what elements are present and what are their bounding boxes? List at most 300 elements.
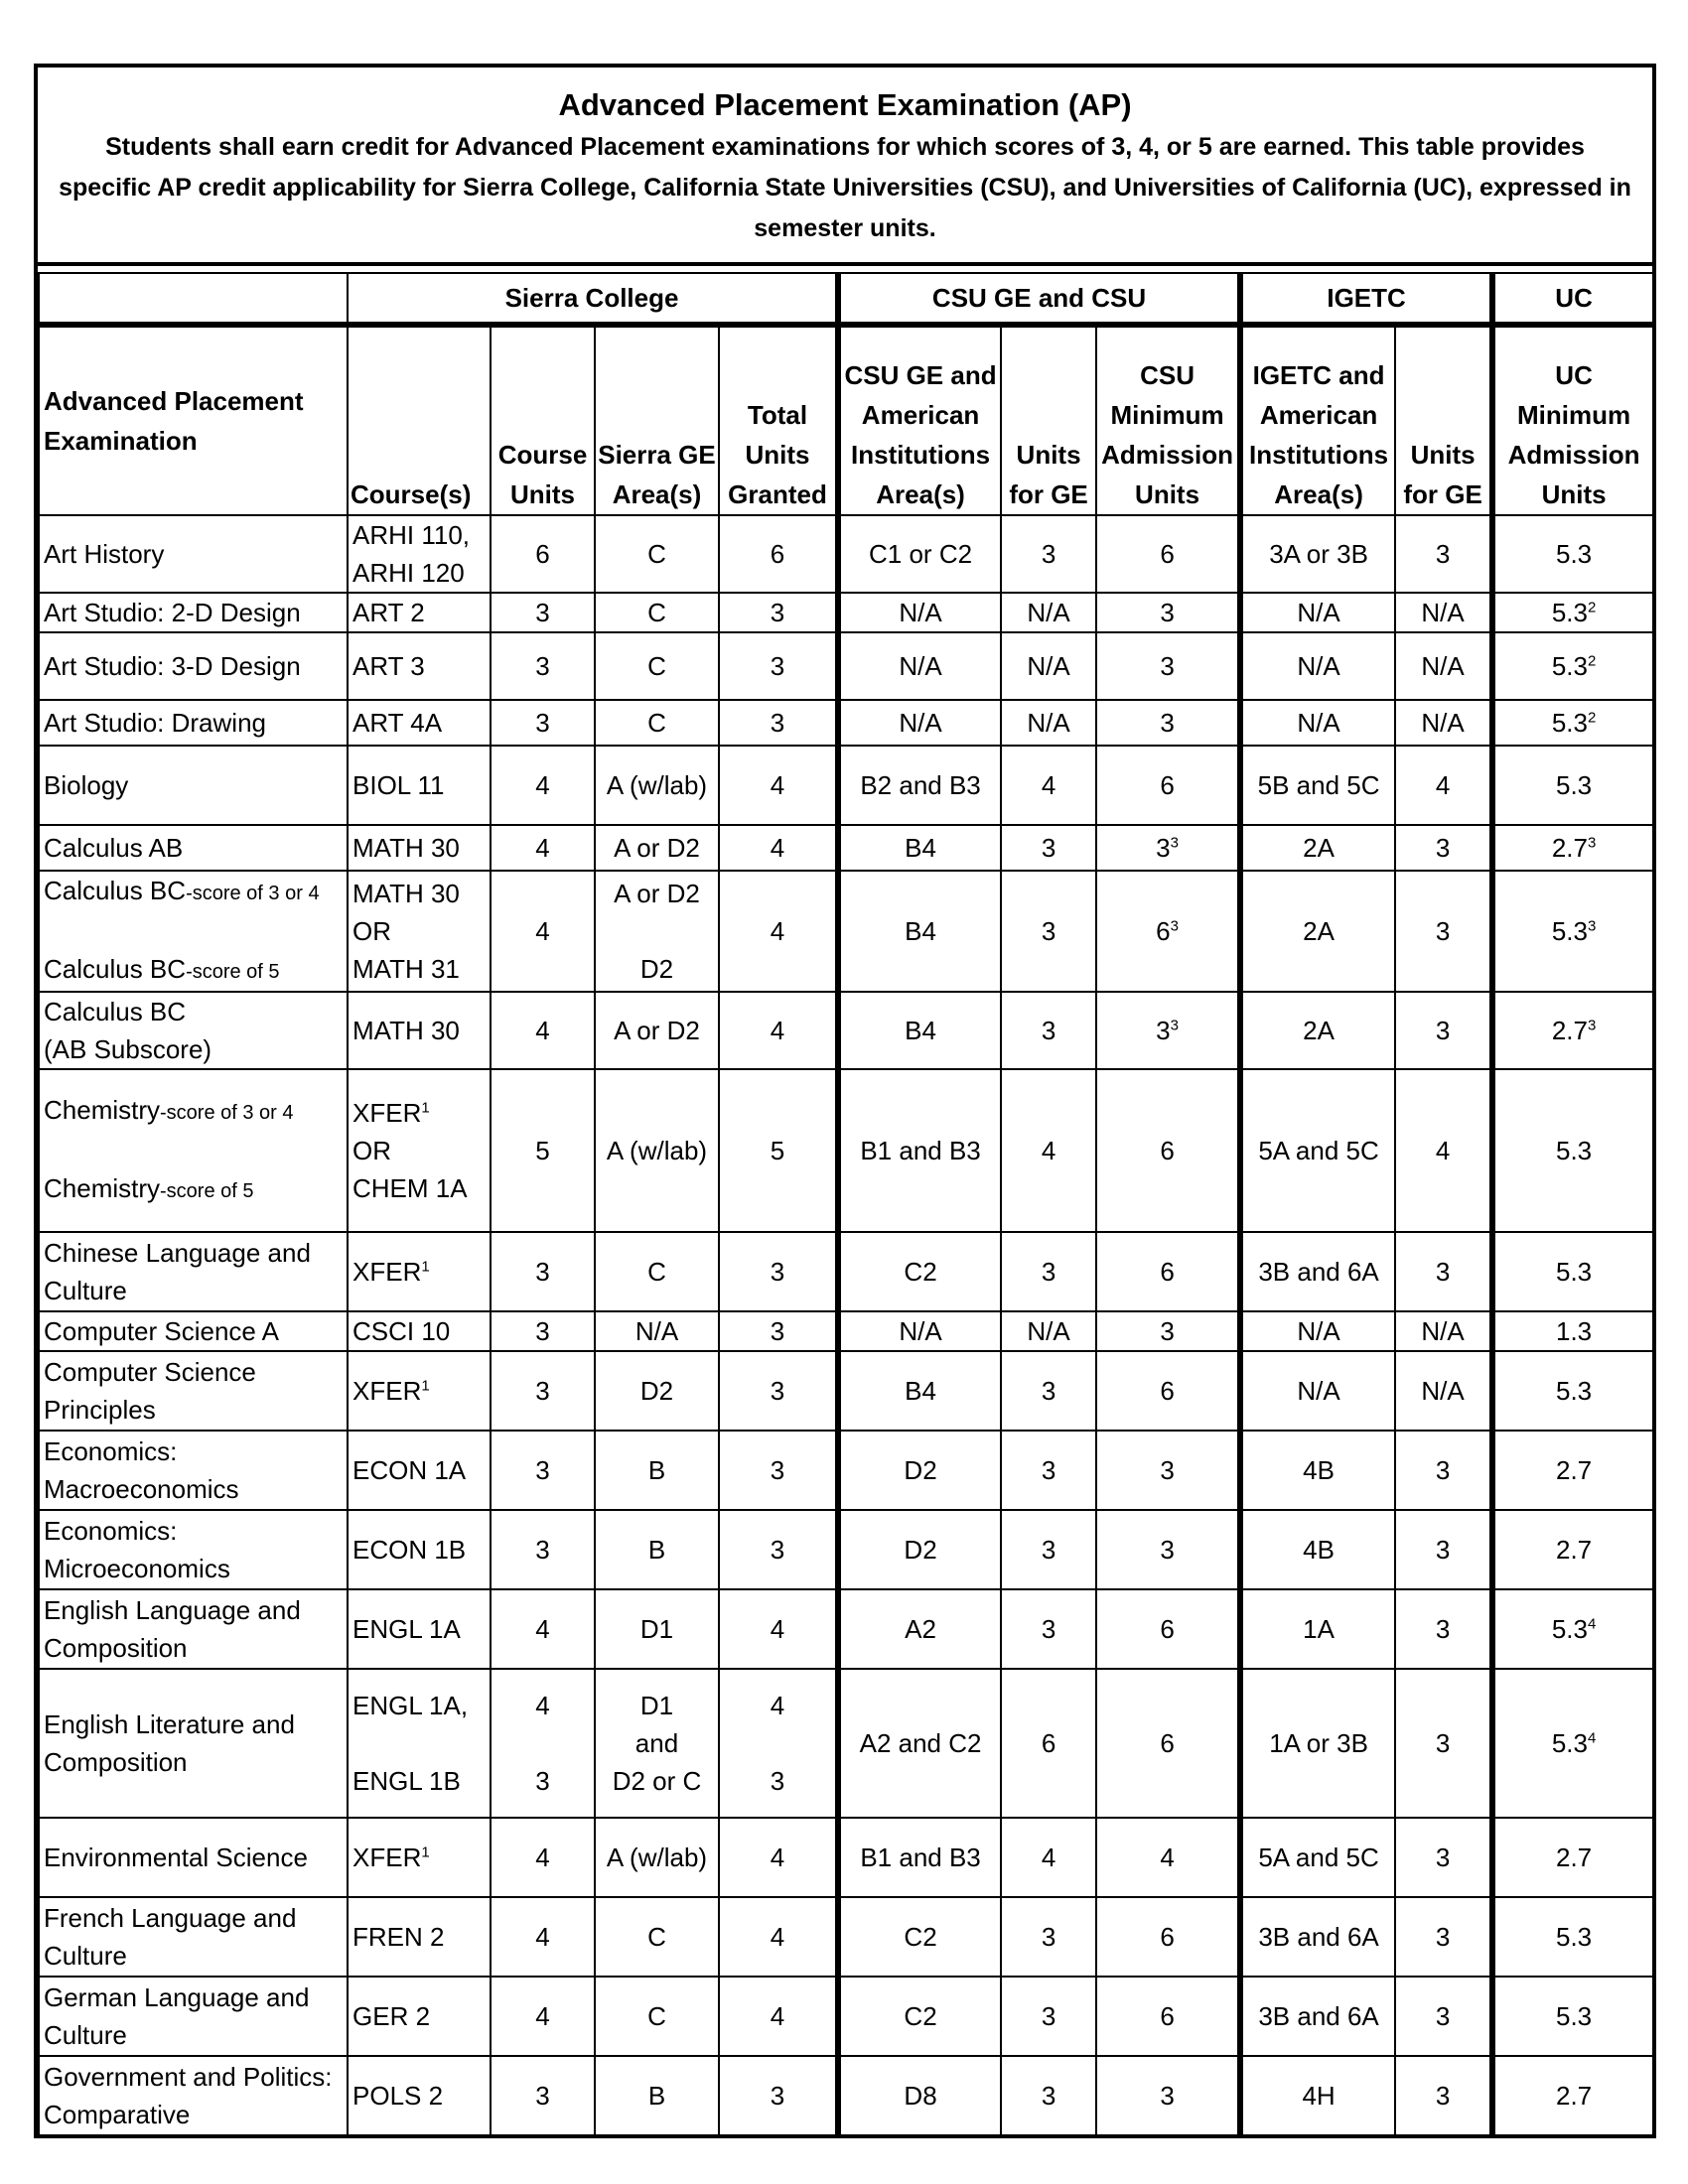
table-row xyxy=(39,746,1653,825)
ge-area: A (w/lab) xyxy=(606,1136,708,1165)
igetc-units-cell xyxy=(1395,1232,1492,1311)
ge-area: A or D2 xyxy=(614,879,700,908)
uc-min-cell xyxy=(1492,1818,1653,1897)
course-units-cell xyxy=(491,1977,595,2056)
units-value: 6 xyxy=(1160,2001,1175,2031)
course-code: ENGL 1A, xyxy=(352,1691,469,1720)
course-line xyxy=(352,1169,488,1207)
exam-cell xyxy=(39,632,348,700)
col-sierra-ge: Sierra GE Area(s) xyxy=(595,325,719,515)
uc-min-cell xyxy=(1492,1977,1653,2056)
uc-min-cell xyxy=(1492,992,1653,1069)
units-value: 4 xyxy=(535,1843,550,1872)
course-cell xyxy=(348,1351,491,1431)
ap-credit-document xyxy=(34,64,1656,2138)
units-value: 4 xyxy=(535,1016,550,1045)
table-row xyxy=(39,1977,1653,2056)
units-value: 4 xyxy=(770,1691,785,1720)
igetc-units-cell xyxy=(1395,593,1492,632)
units-value: 5.3 xyxy=(1551,598,1588,627)
table-row xyxy=(39,515,1653,593)
igetc-units-cell xyxy=(1395,1818,1492,1897)
units-value: 3 xyxy=(1041,539,1056,569)
ge-area: A or D2 xyxy=(614,833,700,863)
units-value: 6 xyxy=(1160,539,1175,569)
units-value: N/A xyxy=(1421,651,1465,681)
exam-name: English Literature and Composition xyxy=(44,1709,295,1777)
igetc-area: 4B xyxy=(1303,1455,1335,1485)
course-gap xyxy=(352,1724,488,1762)
units-value: 4 xyxy=(1041,770,1056,800)
uc-min-cell xyxy=(1492,746,1653,825)
footnote-marker: 3 xyxy=(1170,917,1179,935)
units-gap xyxy=(722,1724,833,1762)
footnote-marker: 1 xyxy=(421,1099,430,1117)
total-units-cell xyxy=(719,515,838,593)
ge-area: A or D2 xyxy=(614,1016,700,1045)
csu-area: A2 xyxy=(905,1614,936,1644)
units-value: 4 xyxy=(770,2001,785,2031)
units-value: 5.3 xyxy=(1556,1922,1593,1952)
igetc-area: 3A or 3B xyxy=(1269,539,1368,569)
igetc-area-cell xyxy=(1240,1431,1395,1510)
exam-cell xyxy=(39,1311,348,1351)
uc-min-cell xyxy=(1492,1897,1653,1977)
course-code: XFER xyxy=(352,1098,422,1128)
csu-area-cell xyxy=(838,1232,1001,1311)
csu-min-cell xyxy=(1096,871,1240,992)
exam-name: French Language and Culture xyxy=(44,1903,297,1971)
uc-min-cell xyxy=(1492,1589,1653,1669)
course-code: ECON 1A xyxy=(352,1455,467,1485)
igetc-units-cell xyxy=(1395,992,1492,1069)
units-value: 3 xyxy=(1160,598,1175,627)
units-value: 3 xyxy=(535,651,550,681)
course-units-cell xyxy=(491,2056,595,2135)
course-code: XFER xyxy=(352,1843,422,1872)
sierra-ge-cell xyxy=(595,1431,719,1510)
course-code: ARHI 110, ARHI 120 xyxy=(352,520,471,588)
igetc-area-cell xyxy=(1240,1510,1395,1589)
course-code: BIOL 11 xyxy=(352,770,445,800)
exam-cell xyxy=(39,825,348,871)
igetc-area: 3B and 6A xyxy=(1258,1922,1379,1952)
units-value: 3 xyxy=(535,708,550,738)
csu-area-cell xyxy=(838,1311,1001,1351)
exam-name: Chemistry xyxy=(44,1095,161,1125)
table-row xyxy=(39,992,1653,1069)
igetc-area: 1A xyxy=(1303,1614,1335,1644)
units-value: 3 xyxy=(1041,2001,1056,2031)
units-value: 6 xyxy=(1041,1728,1056,1758)
ge-area: D1 xyxy=(639,1691,674,1720)
csu-area: B4 xyxy=(905,833,936,863)
footnote-marker: 2 xyxy=(1587,599,1597,616)
units-value: 6 xyxy=(1160,1922,1175,1952)
exam-gap xyxy=(44,912,345,950)
exam-cell xyxy=(39,1897,348,1977)
units-value: 4 xyxy=(535,916,550,946)
igetc-units-cell xyxy=(1395,746,1492,825)
course-cell xyxy=(348,1669,491,1818)
uc-min-cell xyxy=(1492,825,1653,871)
csu-area-cell xyxy=(838,746,1001,825)
units-value: 3 xyxy=(1160,1316,1175,1346)
units-value: 5.3 xyxy=(1556,539,1593,569)
csu-min-cell xyxy=(1096,2056,1240,2135)
units-value: 3 xyxy=(535,598,550,627)
exam-score-note: -score of 3 or 4 xyxy=(160,1102,294,1124)
csu-units-cell xyxy=(1001,992,1096,1069)
units-value: 3 xyxy=(1041,1455,1056,1485)
footnote-marker: 4 xyxy=(1587,1615,1597,1633)
csu-units-cell xyxy=(1001,871,1096,992)
exam-cell xyxy=(39,1431,348,1510)
ge-area: B xyxy=(647,2081,666,2111)
table-row xyxy=(39,1431,1653,1510)
sierra-ge-cell xyxy=(595,593,719,632)
igetc-area-cell xyxy=(1240,1232,1395,1311)
units-value: 5.3 xyxy=(1556,1376,1593,1406)
course-units-cell xyxy=(491,1232,595,1311)
units-line xyxy=(722,1687,833,1724)
sierra-ge-cell xyxy=(595,1818,719,1897)
igetc-units-cell xyxy=(1395,1510,1492,1589)
group-uc: UC xyxy=(1492,273,1653,325)
csu-area: C2 xyxy=(904,2001,937,2031)
csu-area: N/A xyxy=(899,651,942,681)
units-value: 4 xyxy=(770,770,785,800)
exam-name: (AB Subscore) xyxy=(44,1034,212,1064)
exam-score-note: -score of 5 xyxy=(160,1180,254,1202)
igetc-area: 4B xyxy=(1303,1535,1335,1565)
course-cell xyxy=(348,2056,491,2135)
units-line xyxy=(493,1762,592,1800)
exam-name: Computer Science A xyxy=(44,1316,280,1346)
igetc-area: 1A or 3B xyxy=(1269,1728,1368,1758)
csu-area-cell xyxy=(838,1351,1001,1431)
total-units-cell xyxy=(719,871,838,992)
exam-cell xyxy=(39,992,348,1069)
ge-area: N/A xyxy=(634,1316,679,1346)
csu-area: C2 xyxy=(904,1922,937,1952)
table-row xyxy=(39,1897,1653,1977)
units-value: 3 xyxy=(535,1316,550,1346)
units-value: 3 xyxy=(770,1376,785,1406)
course-code: POLS 2 xyxy=(352,2081,444,2111)
uc-min-cell xyxy=(1492,700,1653,746)
csu-units-cell xyxy=(1001,1510,1096,1589)
ge-area: C xyxy=(647,539,666,569)
ge-area: C xyxy=(647,651,666,681)
igetc-area-cell xyxy=(1240,992,1395,1069)
course-cell xyxy=(348,1311,491,1351)
exam-name: Calculus BC xyxy=(44,997,187,1026)
units-value: 5.3 xyxy=(1556,2001,1593,2031)
units-gap xyxy=(493,1724,592,1762)
csu-units-cell xyxy=(1001,1589,1096,1669)
csu-units-cell xyxy=(1001,746,1096,825)
units-value: 3 xyxy=(535,1376,550,1406)
table-body xyxy=(39,515,1653,2135)
group-sierra: Sierra College xyxy=(348,273,838,325)
total-units-cell xyxy=(719,1669,838,1818)
ap-credit-table xyxy=(38,272,1654,2136)
csu-area: D8 xyxy=(904,2081,937,2111)
ge-line xyxy=(598,1762,716,1800)
units-value: 4 xyxy=(535,833,550,863)
csu-area: N/A xyxy=(899,598,942,627)
course-cell xyxy=(348,1232,491,1311)
igetc-area-cell xyxy=(1240,1669,1395,1818)
exam-name: Art History xyxy=(44,539,165,569)
igetc-area: N/A xyxy=(1297,708,1340,738)
sierra-ge-cell xyxy=(595,1232,719,1311)
course-line xyxy=(352,1762,488,1800)
table-row xyxy=(39,1351,1653,1431)
group-csu: CSU GE and CSU xyxy=(838,273,1240,325)
units-value: 4 xyxy=(535,1614,550,1644)
units-value: 4 xyxy=(770,1922,785,1952)
col-csu-min: CSU Minimum Admission Units xyxy=(1096,325,1240,515)
units-value: N/A xyxy=(1421,1316,1465,1346)
units-value: 3 xyxy=(770,1535,785,1565)
units-value: N/A xyxy=(1027,1316,1070,1346)
igetc-area-cell xyxy=(1240,1069,1395,1232)
units-value: N/A xyxy=(1421,598,1465,627)
units-value: 6 xyxy=(1156,916,1171,946)
csu-min-cell xyxy=(1096,1069,1240,1232)
exam-cell xyxy=(39,1669,348,1818)
table-row xyxy=(39,1069,1653,1232)
footnote-marker: 3 xyxy=(1170,1017,1179,1034)
ge-connector: and xyxy=(634,1728,679,1758)
units-value: 6 xyxy=(1160,1257,1175,1287)
table-row xyxy=(39,1510,1653,1589)
csu-area-cell xyxy=(838,593,1001,632)
ge-line xyxy=(598,950,716,988)
igetc-units-cell xyxy=(1395,1669,1492,1818)
course-units-cell xyxy=(491,515,595,593)
total-units-cell xyxy=(719,593,838,632)
units-value: 3 xyxy=(535,1766,550,1796)
csu-units-cell xyxy=(1001,1669,1096,1818)
units-value: 3 xyxy=(1435,2081,1451,2111)
units-value: 4 xyxy=(770,1016,785,1045)
units-value: 5.3 xyxy=(1556,770,1593,800)
footnote-marker: 1 xyxy=(421,1377,430,1395)
table-row xyxy=(39,1232,1653,1311)
igetc-area-cell xyxy=(1240,700,1395,746)
ge-area: C xyxy=(647,708,666,738)
ge-line xyxy=(598,1687,716,1724)
course-cell xyxy=(348,871,491,992)
units-value: 6 xyxy=(1160,1728,1175,1758)
units-value: 5.3 xyxy=(1551,708,1588,738)
ge-line xyxy=(598,1724,716,1762)
csu-units-cell xyxy=(1001,1351,1096,1431)
units-value: 3 xyxy=(1041,1016,1056,1045)
units-value: 3 xyxy=(1041,1535,1056,1565)
table-row xyxy=(39,632,1653,700)
exam-cell xyxy=(39,2056,348,2135)
csu-area: D2 xyxy=(904,1455,937,1485)
total-units-cell xyxy=(719,1351,838,1431)
course-units-cell xyxy=(491,825,595,871)
csu-min-cell xyxy=(1096,1669,1240,1818)
course-cell xyxy=(348,1589,491,1669)
course-cell xyxy=(348,1818,491,1897)
csu-units-cell xyxy=(1001,700,1096,746)
igetc-units-cell xyxy=(1395,1897,1492,1977)
footnote-marker: 3 xyxy=(1170,834,1179,852)
course-code: ENGL 1B xyxy=(352,1766,461,1796)
exam-name: Calculus AB xyxy=(44,833,184,863)
sierra-ge-cell xyxy=(595,1589,719,1669)
units-value: 3 xyxy=(1435,539,1451,569)
units-value: 5.3 xyxy=(1551,1728,1588,1758)
total-units-cell xyxy=(719,1589,838,1669)
csu-units-cell xyxy=(1001,632,1096,700)
igetc-area: 5A and 5C xyxy=(1258,1136,1379,1165)
units-value: 3 xyxy=(535,1257,550,1287)
course-cell xyxy=(348,632,491,700)
col-igetc-units: Units for GE xyxy=(1395,325,1492,515)
csu-units-cell xyxy=(1001,515,1096,593)
uc-min-cell xyxy=(1492,1311,1653,1351)
units-value: 3 xyxy=(1156,833,1171,863)
col-exam: Advanced Placement Examination xyxy=(39,325,348,515)
units-value: 3 xyxy=(770,1316,785,1346)
col-uc-min: UC Minimum Admission Units xyxy=(1492,325,1653,515)
igetc-units-cell xyxy=(1395,700,1492,746)
units-value: 4 xyxy=(1041,1843,1056,1872)
units-value: 3 xyxy=(1160,708,1175,738)
igetc-area-cell xyxy=(1240,632,1395,700)
course-code: MATH 30 xyxy=(352,833,460,863)
units-value: 3 xyxy=(1160,2081,1175,2111)
units-value: 3 xyxy=(535,1535,550,1565)
uc-min-cell xyxy=(1492,593,1653,632)
ge-gap xyxy=(598,912,716,950)
units-value: 3 xyxy=(1435,1016,1451,1045)
igetc-area: N/A xyxy=(1297,1376,1340,1406)
sierra-ge-cell xyxy=(595,1669,719,1818)
units-value: 3 xyxy=(1160,651,1175,681)
column-header-row xyxy=(39,325,1653,515)
csu-area: A2 and C2 xyxy=(859,1728,982,1758)
units-value: 3 xyxy=(770,2081,785,2111)
igetc-area-cell xyxy=(1240,1977,1395,2056)
csu-area: N/A xyxy=(899,708,942,738)
course-cell xyxy=(348,1977,491,2056)
igetc-units-cell xyxy=(1395,2056,1492,2135)
course-code: MATH 30 xyxy=(352,879,460,908)
course-code: ECON 1B xyxy=(352,1535,467,1565)
exam-cell xyxy=(39,1069,348,1232)
course-units-cell xyxy=(491,1069,595,1232)
csu-min-cell xyxy=(1096,825,1240,871)
ge-area: D2 or C xyxy=(612,1766,702,1796)
csu-min-cell xyxy=(1096,1510,1240,1589)
units-value: 4 xyxy=(770,833,785,863)
uc-min-cell xyxy=(1492,515,1653,593)
units-value: 5.3 xyxy=(1551,651,1588,681)
units-value: 1.3 xyxy=(1556,1316,1593,1346)
sierra-ge-cell xyxy=(595,1510,719,1589)
units-value: 3 xyxy=(1435,1257,1451,1287)
course-code: MATH 30 xyxy=(352,1016,460,1045)
ge-area: C xyxy=(647,1922,666,1952)
exam-name: English Language and Composition xyxy=(44,1595,301,1663)
col-csu-units: Units for GE xyxy=(1001,325,1096,515)
units-value: 3 xyxy=(770,1257,785,1287)
group-blank xyxy=(39,273,348,325)
igetc-area-cell xyxy=(1240,1589,1395,1669)
table-row xyxy=(39,1589,1653,1669)
total-units-cell xyxy=(719,825,838,871)
csu-area: B2 and B3 xyxy=(860,770,981,800)
igetc-area: N/A xyxy=(1297,651,1340,681)
course-code: CSCI 10 xyxy=(352,1316,451,1346)
course-code: CHEM 1A xyxy=(352,1173,468,1203)
csu-area-cell xyxy=(838,1431,1001,1510)
units-value: 3 xyxy=(770,708,785,738)
course-code: GER 2 xyxy=(352,2001,431,2031)
units-value: 5 xyxy=(770,1136,785,1165)
csu-area-cell xyxy=(838,1897,1001,1977)
course-cell xyxy=(348,746,491,825)
total-units-cell xyxy=(719,2056,838,2135)
uc-min-cell xyxy=(1492,2056,1653,2135)
exam-cell xyxy=(39,593,348,632)
units-value: 2.7 xyxy=(1556,2081,1593,2111)
units-value: N/A xyxy=(1027,708,1070,738)
igetc-area: 5A and 5C xyxy=(1258,1843,1379,1872)
units-value: 3 xyxy=(1435,2001,1451,2031)
footnote-marker: 2 xyxy=(1587,652,1597,670)
exam-name: Art Studio: 3-D Design xyxy=(44,651,301,681)
sierra-ge-cell xyxy=(595,1351,719,1431)
units-value: 6 xyxy=(770,539,785,569)
exam-name: Economics: Microeconomics xyxy=(44,1516,230,1583)
table-row xyxy=(39,1818,1653,1897)
csu-area: B4 xyxy=(905,916,936,946)
ge-area: C xyxy=(647,1257,666,1287)
exam-cell xyxy=(39,871,348,992)
units-value: 4 xyxy=(770,1614,785,1644)
csu-area-cell xyxy=(838,632,1001,700)
igetc-area: 2A xyxy=(1303,1016,1335,1045)
course-units-cell xyxy=(491,871,595,992)
units-value: 5.3 xyxy=(1551,1614,1588,1644)
units-value: 2.7 xyxy=(1556,1843,1593,1872)
course-cell xyxy=(348,1510,491,1589)
csu-min-cell xyxy=(1096,1232,1240,1311)
sierra-ge-cell xyxy=(595,1897,719,1977)
exam-gap xyxy=(44,1132,345,1169)
csu-units-cell xyxy=(1001,825,1096,871)
units-value: 4 xyxy=(770,916,785,946)
igetc-area-cell xyxy=(1240,2056,1395,2135)
ge-area: D2 xyxy=(639,1376,674,1406)
sierra-ge-cell xyxy=(595,2056,719,2135)
csu-min-cell xyxy=(1096,632,1240,700)
total-units-cell xyxy=(719,700,838,746)
course-code: XFER xyxy=(352,1376,422,1406)
units-value: 4 xyxy=(535,2001,550,2031)
exam-cell xyxy=(39,515,348,593)
